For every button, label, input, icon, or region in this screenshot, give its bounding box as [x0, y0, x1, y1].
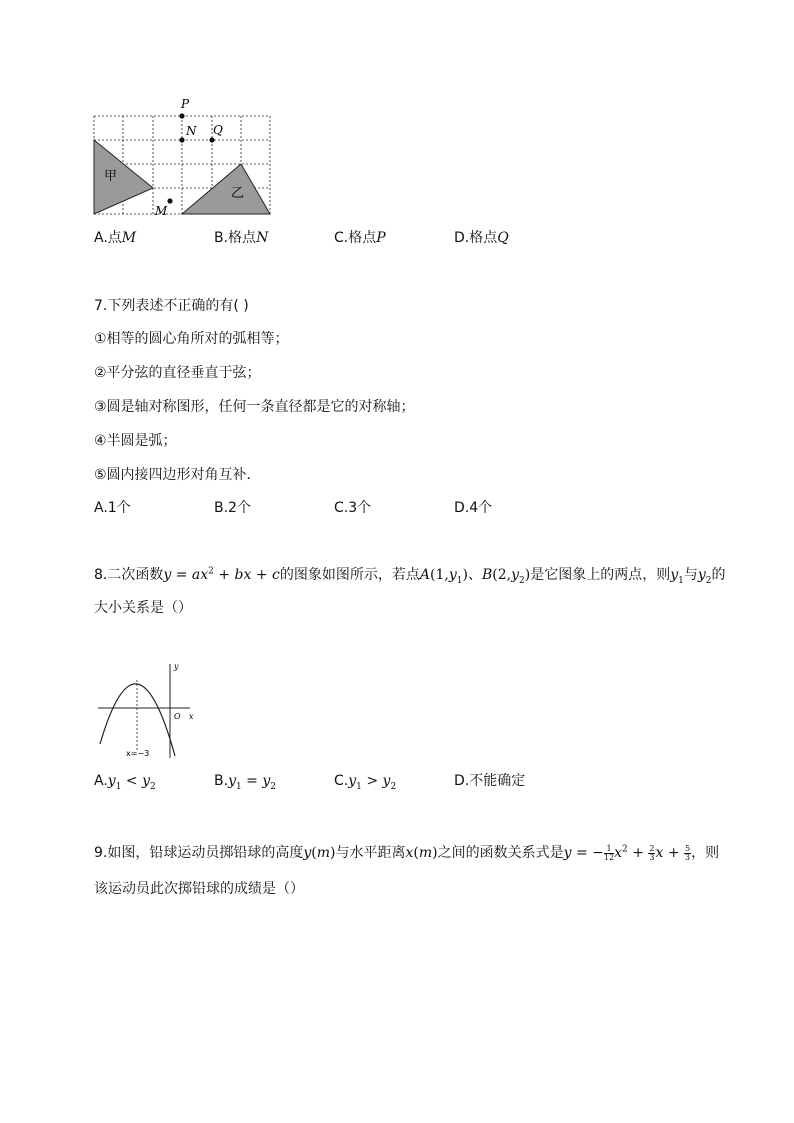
q8-option-d[interactable]: D.不能确定	[454, 773, 526, 789]
label-yi: 乙	[231, 186, 245, 201]
q7-option-d[interactable]: D.4个	[454, 500, 493, 516]
label-Q: Q	[213, 123, 223, 137]
q6-option-a[interactable]: A.点M	[94, 230, 137, 246]
label-jia: 甲	[104, 169, 118, 184]
label-vertex-x: x=−3	[126, 749, 150, 758]
q8-parabola-figure	[94, 658, 200, 762]
q7-option-b[interactable]: B.2个	[214, 500, 251, 516]
triangle-yi	[182, 164, 270, 214]
label-y: y	[174, 662, 179, 671]
q7-item-2: ②平分弦的直径垂直于弦；	[94, 365, 261, 381]
point-P	[179, 113, 184, 118]
point-M	[167, 198, 172, 203]
label-M: M	[155, 204, 168, 218]
q7-option-a[interactable]: A.1个	[94, 500, 131, 516]
point-N	[179, 137, 184, 142]
parabola-curve	[100, 684, 175, 756]
q7-item-5: ⑤圆内接四边形对角互补．	[94, 467, 261, 483]
point-Q	[209, 137, 214, 142]
q8-option-b[interactable]: $B.y_1 = y_2$	[214, 773, 277, 792]
q6-grid-figure	[90, 94, 276, 220]
q7-option-c[interactable]: C.3个	[334, 500, 372, 516]
q6-option-d[interactable]: D.格点Q	[454, 230, 509, 246]
q6-option-c[interactable]: C.格点P	[334, 230, 386, 246]
q9-stem-line1: 9.如图，铅球运动员掷铅球的高度y(m)与水平距离x(m)之间的函数关系式是y = − $\frac{1}{12}$ $x^2$ + $\frac{2}{3}$ x + $\frac{5}{3}$ ，则	[94, 843, 720, 862]
q7-stem: 7.下列表述不正确的有( )	[94, 298, 249, 314]
q7-item-4: ④半圆是弧；	[94, 433, 177, 449]
q6-option-b[interactable]: B.格点N	[214, 230, 269, 246]
q8-option-c[interactable]: $C.y_1 > y_2$	[334, 773, 397, 792]
label-x: x	[189, 712, 194, 721]
q7-item-3: ③圆是轴对称图形，任何一条直径都是它的对称轴；	[94, 399, 415, 415]
q8-option-a[interactable]: $A.y_1 < y_2$	[94, 773, 156, 792]
triangle-jia	[94, 140, 153, 214]
label-origin: O	[174, 712, 181, 721]
label-P: P	[181, 97, 190, 111]
q8-stem-line2: 大小关系是（）	[94, 600, 192, 616]
label-N: N	[186, 124, 197, 138]
q8-stem-line1: 8.二次函数$y = ax^2$ + bx + c的图象如图所示，若点$A(1,y_1)$、$B(2,y_2)$是它图象上的两点，则$y_1$与$y_2$的	[94, 566, 726, 586]
q9-stem-line2: 该运动员此次掷铅球的成绩是（）	[94, 881, 304, 897]
q7-item-1: ①相等的圆心角所对的弧相等；	[94, 331, 289, 347]
